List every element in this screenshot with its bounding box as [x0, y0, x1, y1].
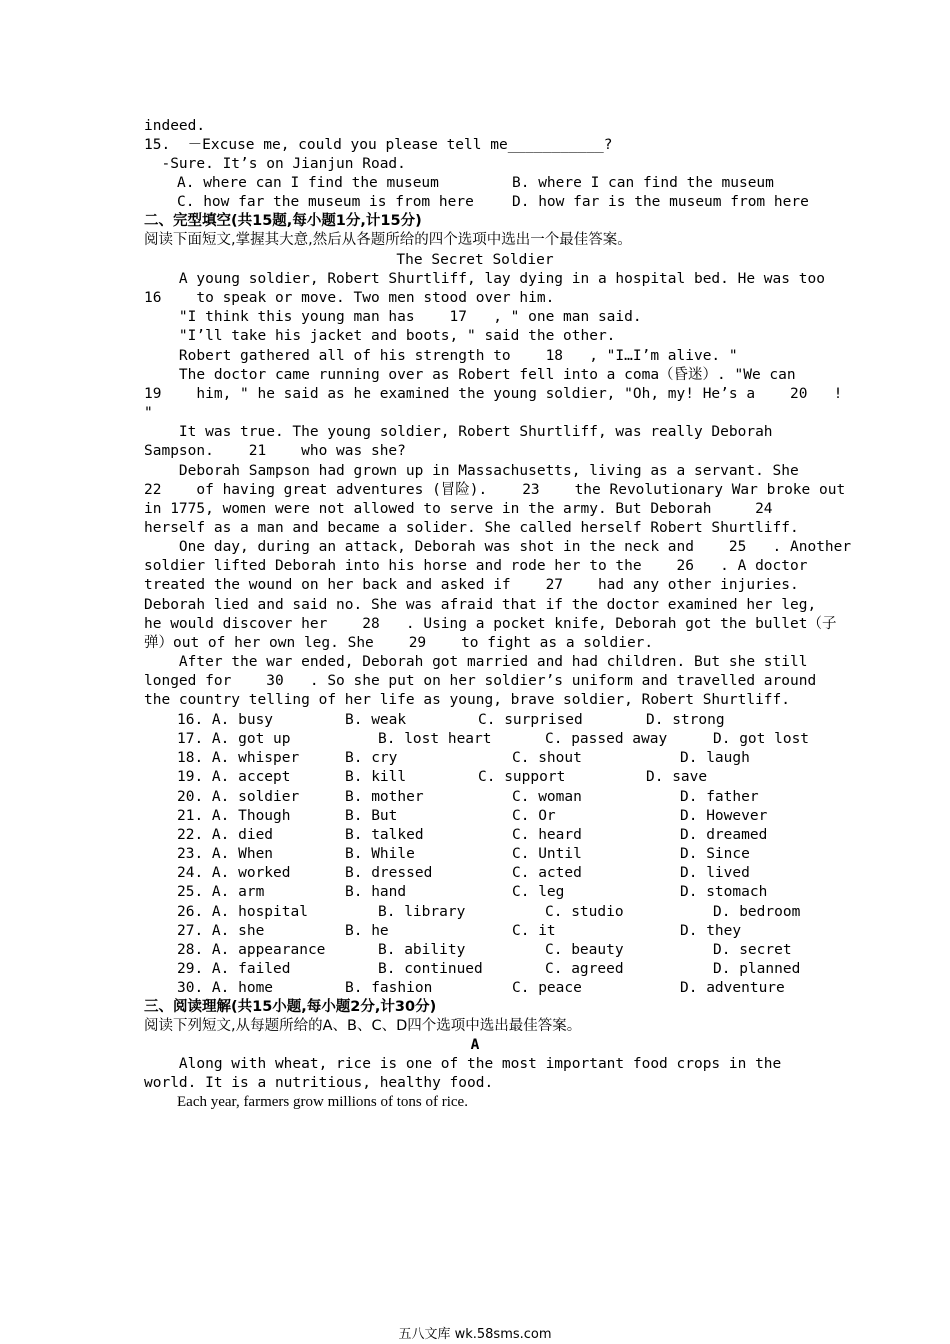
passage-line: Robert gathered all of his strength to 18 , "I…I’m alive. "	[144, 347, 738, 364]
passage-line: in 1775, women were not allowed to serve in the army. But Deborah 24	[144, 500, 773, 517]
section-2-heading: 二、完型填空(共15题,每小题1分,计15分)	[144, 213, 422, 229]
option-22-c: C. heard	[512, 826, 582, 843]
option-19-a: 19. A. accept	[177, 769, 291, 786]
option-24-d: D. lived	[680, 865, 750, 882]
option-28-d: D. secret	[713, 941, 792, 958]
passage-line: treated the wound on her back and asked if 27 had any other injuries.	[144, 577, 799, 594]
passage-line: Sampson. 21 who was she?	[144, 443, 406, 460]
passage-line: longed for 30 . So she put on her soldier’s uniform and travelled around	[144, 673, 817, 690]
option-24-a: 24. A. worked	[177, 865, 291, 882]
option-25-b: B. hand	[345, 884, 407, 901]
option-30-c: C. peace	[512, 980, 582, 997]
option-25-d: D. stomach	[680, 884, 768, 901]
option-23-a: 23. A. When	[177, 846, 274, 863]
option-17-c: C. passed away	[545, 731, 668, 748]
option-30-a: 30. A. home	[177, 980, 274, 997]
option-18-b: B. cry	[345, 750, 398, 767]
option-29-a: 29. A. failed	[177, 960, 291, 977]
option-21-a: 21. A. Though	[177, 807, 291, 824]
section-3-heading: 三、阅读理解(共15小题,每小题2分,计30分)	[144, 999, 437, 1015]
passage-line: After the war ended, Deborah got married and had children. But she still	[144, 654, 808, 670]
option-18-c: C. shout	[512, 750, 582, 767]
option-22-b: B. talked	[345, 826, 424, 843]
passage-line: Deborah lied and said no. She was afraid that if the doctor examined her leg,	[144, 596, 817, 613]
option-22-d: D. dreamed	[680, 826, 768, 843]
option-18-a: 18. A. whisper	[177, 750, 300, 767]
passage-a-line-3: Each year, farmers grow millions of tons of rice.	[177, 1094, 468, 1110]
option-30-d: D. adventure	[680, 980, 785, 997]
option-28-c: C. beauty	[545, 941, 624, 958]
passage-line: "	[144, 405, 153, 422]
option-26-a: 26. A. hospital	[177, 903, 308, 920]
page-footer: 五八文库 wk.58sms.com	[398, 1327, 552, 1342]
passage-line: It was true. The young soldier, Robert Shurtliff, was really Deborah	[144, 424, 773, 441]
q15-option-a: A. where can I find the museum	[177, 175, 439, 191]
option-21-c: C. Or	[512, 807, 556, 824]
passage-a-line-2: world. It is a nutritious, healthy food.	[144, 1075, 494, 1091]
option-16-d: D. strong	[646, 712, 725, 728]
option-26-c: C. studio	[545, 903, 624, 920]
option-24-c: C. acted	[512, 865, 582, 882]
option-19-b: B. kill	[345, 769, 407, 786]
option-17-a: 17. A. got up	[177, 731, 291, 748]
prev-text-tail: indeed.	[144, 118, 206, 134]
passage-line: 22 of having great adventures (冒险). 23 the Revolutionary War broke out	[144, 481, 846, 498]
q15-option-c: C. how far the museum is from here	[177, 194, 474, 210]
passage-line: One day, during an attack, Deborah was shot in the neck and 25 . Another	[144, 539, 852, 556]
passage-line: 19 him, " he said as he examined the young soldier, "Oh, my! He’s a 20 !	[144, 385, 843, 402]
option-25-a: 25. A. arm	[177, 884, 265, 901]
option-24-b: B. dressed	[345, 865, 433, 882]
option-27-a: 27. A. she	[177, 922, 265, 939]
option-20-a: 20. A. soldier	[177, 788, 300, 805]
passage-a-line-1: Along with wheat, rice is one of the most important food crops in the	[144, 1056, 782, 1072]
option-21-d: D. However	[680, 807, 768, 824]
option-27-b: B. he	[345, 922, 389, 939]
option-26-d: D. bedroom	[713, 903, 801, 920]
option-22-a: 22. A. died	[177, 826, 274, 843]
option-25-c: C. leg	[512, 884, 565, 901]
passage-a-label: A	[470, 1037, 480, 1053]
option-16-b: B. weak	[345, 712, 407, 728]
option-21-b: B. But	[345, 807, 398, 824]
option-16-c: C. surprised	[478, 712, 583, 728]
option-19-c: C. support	[478, 769, 566, 786]
section-3-instruction: 阅读下列短文,从每题所给的A、B、C、D四个选项中选出最佳答案。	[144, 1018, 582, 1034]
passage-line: "I think this young man has 17 , " one man said.	[144, 309, 642, 326]
passage-line: A young soldier, Robert Shurtliff, lay dying in a hospital bed. He was too	[144, 271, 825, 287]
option-29-c: C. agreed	[545, 960, 624, 977]
question-15-reply: -Sure. It’s on Jianjun Road.	[144, 156, 406, 172]
section-2-instruction: 阅读下面短文,掌握其大意,然后从各题所给的四个选项中选出一个最佳答案。	[144, 232, 632, 248]
passage-line: herself as a man and became a solider. She called herself Robert Shurtliff.	[144, 519, 799, 536]
option-20-c: C. woman	[512, 788, 582, 805]
passage-line: 16 to speak or move. Two men stood over him.	[144, 290, 555, 307]
passage-line: Deborah Sampson had grown up in Massachusetts, living as a servant. She	[144, 462, 799, 479]
option-29-d: D. planned	[713, 960, 801, 977]
option-20-d: D. father	[680, 788, 759, 805]
option-23-b: B. While	[345, 846, 415, 863]
option-18-d: D. laugh	[680, 750, 750, 767]
passage-line: "I’ll take his jacket and boots, " said the other.	[144, 328, 616, 345]
passage-line: The doctor came running over as Robert fell into a coma（昏迷）. "We can	[144, 366, 796, 383]
option-27-c: C. it	[512, 922, 556, 939]
option-19-d: D. save	[646, 769, 708, 786]
q15-option-d: D. how far is the museum from here	[512, 194, 809, 210]
question-15-stem: 15. －Excuse me, could you please tell me___________?	[144, 137, 613, 153]
passage-line: 弹）out of her own leg. She 29 to fight as a soldier.	[144, 634, 654, 651]
option-23-c: C. Until	[512, 846, 582, 863]
q15-option-b: B. where I can find the museum	[512, 175, 774, 191]
passage-line: he would discover her 28 . Using a pocket knife, Deborah got the bullet（子	[144, 615, 837, 632]
option-30-b: B. fashion	[345, 980, 433, 997]
option-29-b: B. continued	[378, 960, 483, 977]
passage-line: soldier lifted Deborah into his horse and rode her to the 26 . A doctor	[144, 558, 808, 575]
passage-line: the country telling of her life as young, brave soldier, Robert Shurtliff.	[144, 692, 791, 709]
option-28-b: B. ability	[378, 941, 466, 958]
option-23-d: D. Since	[680, 846, 750, 863]
option-20-b: B. mother	[345, 788, 424, 805]
option-28-a: 28. A. appearance	[177, 941, 326, 958]
option-17-b: B. lost heart	[378, 731, 492, 748]
passage-title: The Secret Soldier	[396, 252, 554, 268]
option-16-a: 16. A. busy	[177, 712, 274, 728]
option-17-d: D. got lost	[713, 731, 810, 748]
option-26-b: B. library	[378, 903, 466, 920]
option-27-d: D. they	[680, 922, 742, 939]
